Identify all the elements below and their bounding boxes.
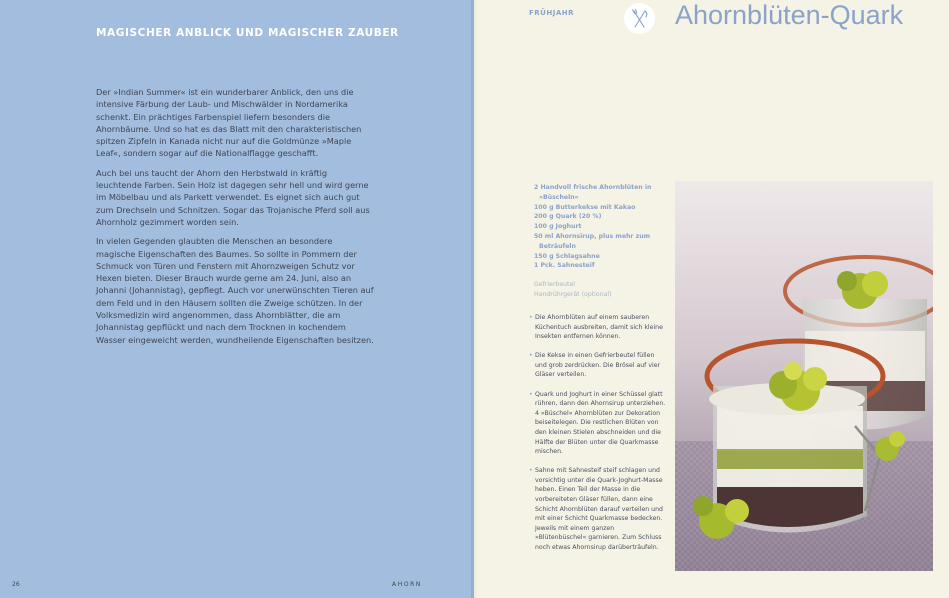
ingredient-item: 150 g Schlagsahne <box>534 252 600 260</box>
tool-item: Handrührgerät (optional) <box>534 290 612 298</box>
instruction-step <box>530 313 666 342</box>
body-paragraph: Auch bei uns taucht der Ahorn den Herbstwald in kräftig leuchtende Farben. Sein Holz ist dagegen sehr hell und wird gerne im Möbelbau und als Parkett verwendet. Es eignet sich auch gut zum Drechseln und Schnitzen. Sogar das Trojanische Pferd soll aus Ahornholz gezimmert worden sein. <box>96 167 370 227</box>
ingredient-text: 50 ml Ahornsirup, plus mehr zum <box>534 232 651 240</box>
ingredient-text-continued: »Büscheln« <box>539 193 579 201</box>
body-paragraph: Der »Indian Summer« ist ein wunderbarer Anblick, den uns die intensive Färbung der Laub- und Mischwälder in Nordamerika schenkt. Ein prächtiges Farbenspiel liefern besonders die Ahornbäume. Und so hat es das Blatt mit den charakteristischen spitzen Zipfeln in Kanada nicht nur auf die Goldmünze »Maple Leaf«, sondern sogar auf die Nationalflagge geschafft. <box>96 87 362 159</box>
ingredient-list <box>534 183 664 271</box>
ingredient-item: 100 g Butterkekse mit Kakao <box>534 203 636 211</box>
step-text: Sahne mit Sahnesteif steif schlagen und vorsichtig unter die Quark-Joghurt-Masse heben. Einen Teil der Masse in die vorbereiteten Gläser füllen, dann eine Schicht Ahornblüten darauf verteilen und mit einer Schicht Quarkmasse bedecken. Jeweils mit einem ganzen »Blütenbüschel« garnieren. Zum Schluss noch etwas Ahornsirup darüberträufeln. <box>535 467 663 551</box>
left-page <box>0 0 474 598</box>
book-spine-shadow <box>471 0 477 598</box>
tool-list <box>534 280 664 300</box>
ingredient-item: 1 Pck. Sahnesteif <box>534 262 595 270</box>
step-text: Die Ahornblüten auf einem sauberen Küchentuch ausbreiten, damit sich kleine Insekten entfernen können. <box>535 314 663 341</box>
ingredient-item: 100 g Joghurt <box>534 223 582 231</box>
ingredient-item <box>534 183 664 203</box>
ingredient-item: 200 g Quark (20 %) <box>534 213 602 221</box>
page-number: 26 <box>12 581 20 588</box>
body-paragraph: In vielen Gegenden glaubten die Menschen an besondere magische Eigenschaften des Baumes. So sollte in Pommern der Schmuck von Türen und Fenstern mit Ahornzweigen Schutz vor Hexen bieten. Dieser Brauch wurde gerne am 24. Juni, also an Johanni (Johannistag), gepflegt. Auch vor unerwünschten Tieren auf dem Feld und in den Häusern sollten die Zweige schützen. In der Volksmedizin wird angenommen, dass Ahornblätter, die am Johannistag gepflückt und nach dem Trocknen in kochendem Wasser eingeweicht werden, wundheilende Eigenschaften besitzen. <box>96 236 374 345</box>
instruction-step <box>530 351 666 380</box>
step-text: Quark und Joghurt in einer Schüssel glatt rühren, dann den Ahornsirup unterziehen. 4 »Büschel« Ahornblüten zur Dekoration beiseitelegen. Die restlichen Blüten von den kleinen Stielen abschneiden und die Hälfte der Blüten unter die Quarkmasse mischen. <box>535 390 666 456</box>
left-page-body <box>96 86 374 353</box>
season-label: FRÜHJAHR <box>529 9 574 17</box>
bullet-marker: • <box>529 390 533 398</box>
step-text: Die Kekse in einen Gefrierbeutel füllen und grob zerdrücken. Die Brösel auf vier Gläser verteilen. <box>535 352 661 379</box>
recipe-title: Ahornblüten-Quark <box>675 0 904 30</box>
instruction-step <box>530 466 666 552</box>
ingredient-text-continued: Beträufeln <box>539 242 576 250</box>
ingredient-item <box>534 232 664 252</box>
fork-knife-icon <box>624 3 655 34</box>
running-footer: AHORN <box>392 581 422 588</box>
ingredient-text: 2 Handvoll frische Ahornblüten in <box>534 184 652 191</box>
left-page-heading: MAGISCHER ANBLICK UND MAGISCHER ZAUBER <box>96 27 399 39</box>
bullet-marker: • <box>529 467 533 475</box>
bullet-marker: • <box>529 314 533 321</box>
tool-item: Gefrierbeutel <box>534 281 576 288</box>
instruction-step <box>530 390 666 457</box>
bullet-marker: • <box>529 352 533 360</box>
right-page <box>474 0 949 598</box>
dessert-jar-photo <box>675 181 933 571</box>
instruction-list <box>530 313 666 562</box>
